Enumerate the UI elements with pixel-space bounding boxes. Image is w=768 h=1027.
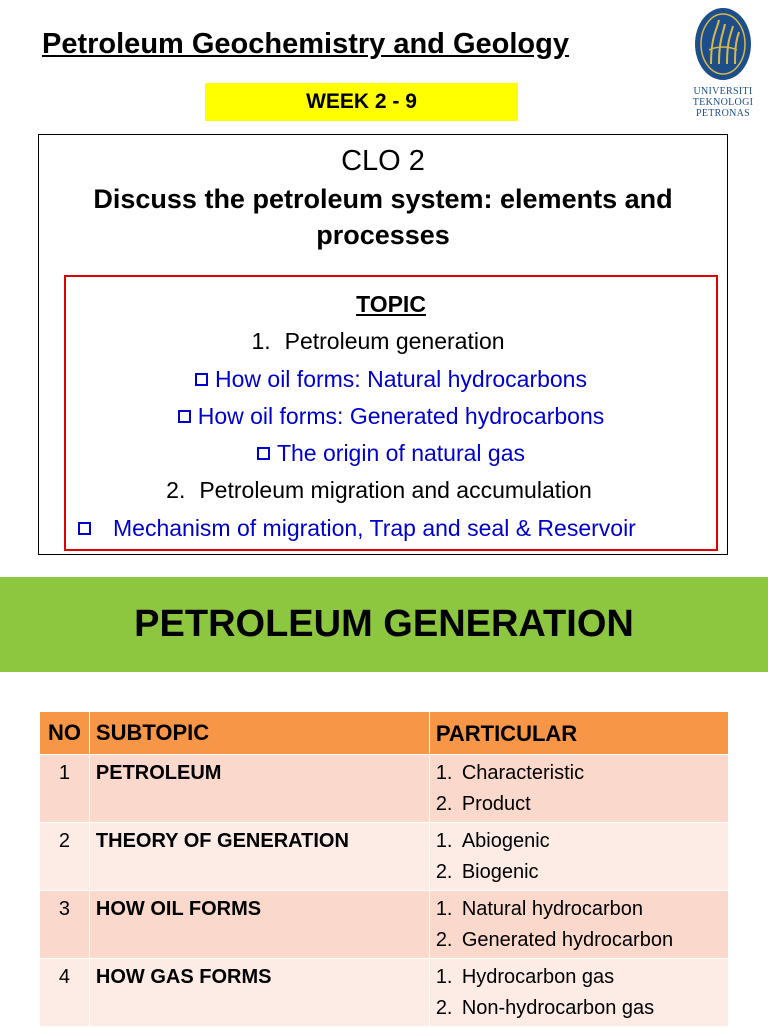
row-subtopic: HOW GAS FORMS (89, 959, 429, 1027)
topic-heading-line (66, 291, 716, 318)
table-row (40, 755, 729, 823)
particular-number: 1. (435, 762, 453, 784)
checkbox-bullet-icon (78, 522, 91, 535)
particular-item (436, 993, 728, 1024)
clo-box (38, 134, 728, 555)
particular-number: 2. (435, 793, 453, 815)
row-number: 2 (40, 823, 90, 891)
section-banner-title: PETROLEUM GENERATION (134, 603, 634, 645)
column-header-no: NO (40, 712, 90, 755)
particular-text: Natural hydrocarbon (461, 898, 644, 920)
particular-number: 1. (435, 830, 453, 852)
row-number: 1 (40, 755, 90, 823)
table-row (40, 959, 729, 1027)
topic-subitem-1 (66, 366, 716, 393)
row-particular (429, 959, 728, 1027)
column-header-subtopic: SUBTOPIC (89, 712, 429, 755)
particular-item (436, 758, 728, 789)
topic-item-number: 1. (251, 328, 271, 354)
particular-number: 2. (435, 929, 453, 951)
particular-text: Biogenic (461, 861, 539, 883)
row-subtopic: HOW OIL FORMS (89, 891, 429, 959)
slide-title: Petroleum Geochemistry and Geology (42, 28, 569, 60)
topic-heading: TOPIC (356, 291, 426, 317)
row-particular (429, 823, 728, 891)
table-row (40, 823, 729, 891)
topic-subitem-label: The origin of natural gas (276, 440, 526, 466)
topic-subitem-label: How oil forms: Generated hydrocarbons (197, 403, 605, 429)
row-subtopic: PETROLEUM (89, 755, 429, 823)
row-particular (429, 891, 728, 959)
topic-item-2 (42, 477, 716, 504)
particular-item (436, 962, 728, 993)
row-number: 3 (40, 891, 90, 959)
logo-line: TEKNOLOGI (692, 97, 754, 108)
checkbox-bullet-icon (178, 410, 191, 423)
particular-number: 1. (435, 966, 453, 988)
row-number: 4 (40, 959, 90, 1027)
particular-item (436, 894, 728, 925)
particular-item (436, 789, 728, 820)
particular-text: Non-hydrocarbon gas (461, 997, 655, 1019)
topic-subitem-2 (66, 403, 716, 430)
particular-text: Generated hydrocarbon (461, 929, 674, 951)
particular-item (436, 826, 728, 857)
topic-subitem-label: How oil forms: Natural hydrocarbons (215, 366, 587, 392)
week-label: WEEK 2 - 9 (306, 90, 417, 113)
utp-logo (684, 6, 762, 124)
logo-line: PETRONAS (695, 108, 751, 119)
particular-number: 2. (435, 861, 453, 883)
table-row (40, 891, 729, 959)
clo-description: Discuss the petroleum system: elements and processes (93, 184, 673, 250)
topic-subitem-label: Mechanism of migration, Trap and seal & Reservoir (113, 515, 636, 541)
week-badge (205, 83, 518, 121)
clo-heading: CLO 2 (341, 145, 425, 177)
row-subtopic: THEORY OF GENERATION (89, 823, 429, 891)
subtopic-table (39, 711, 729, 1027)
particular-item (436, 857, 728, 888)
topic-box (64, 275, 718, 551)
particular-number: 1. (435, 898, 453, 920)
section-banner (0, 577, 768, 672)
logo-line: UNIVERSITI (693, 86, 753, 97)
column-header-particular: PARTICULAR (429, 712, 728, 755)
particular-text: Abiogenic (461, 830, 550, 852)
topic-item-label: Petroleum generation (284, 328, 505, 354)
topic-item-label: Petroleum migration and accumulation (199, 477, 592, 503)
particular-item (436, 925, 728, 956)
particular-text: Characteristic (461, 762, 585, 784)
checkbox-bullet-icon (195, 373, 208, 386)
particular-text: Hydrocarbon gas (461, 966, 615, 988)
particular-text: Product (461, 793, 531, 815)
topic-subitem-3 (66, 440, 716, 467)
topic-item-1 (40, 328, 716, 355)
utp-emblem-icon (693, 6, 753, 82)
topic-subitem-4 (78, 515, 716, 542)
table-header-row (40, 712, 729, 755)
particular-number: 2. (435, 997, 453, 1019)
checkbox-bullet-icon (257, 447, 270, 460)
topic-item-number: 2. (166, 477, 186, 503)
logo-text (684, 86, 762, 119)
row-particular (429, 755, 728, 823)
